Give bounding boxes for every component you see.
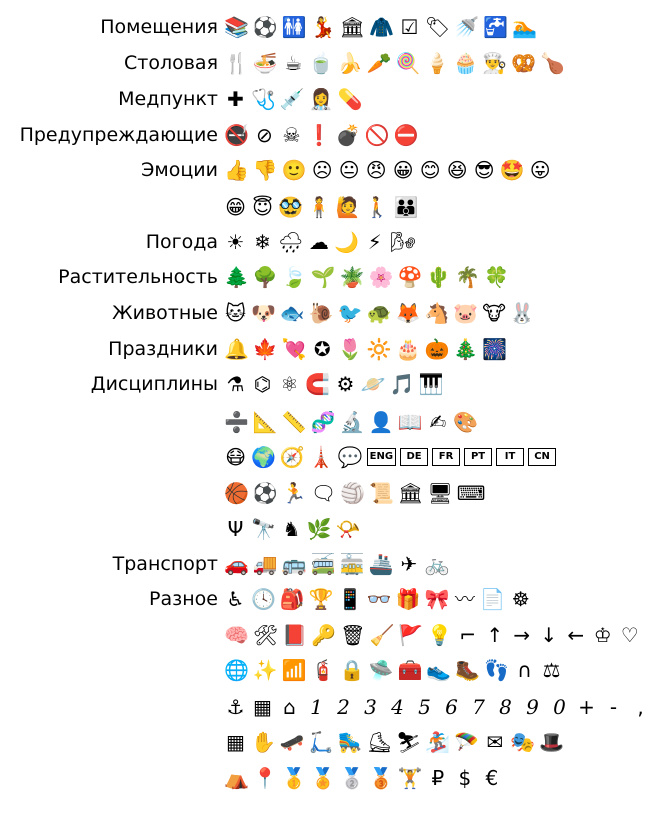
first-aid-kit-icon: ✚	[227, 87, 244, 111]
house-icon: ⌂	[283, 695, 296, 719]
padlock-icon: 🔒	[339, 658, 365, 682]
icon-list	[224, 298, 660, 328]
icon-row	[0, 727, 664, 757]
syringe-icon: 💉	[279, 87, 305, 111]
icon-list	[224, 442, 660, 472]
sun-badge-icon: 🔆	[366, 337, 392, 361]
icon-row	[0, 763, 664, 793]
plant-icon: 🌿	[306, 517, 332, 541]
category-label: Помещения	[100, 16, 218, 38]
icon-list	[224, 155, 660, 185]
cat-icon: 🐱	[225, 301, 246, 325]
snail-icon: 🐌	[308, 301, 334, 325]
icon-row	[0, 334, 664, 364]
maple-leaf-icon: 🍁	[252, 337, 278, 361]
digit-6-icon: 6	[445, 695, 458, 719]
stethoscope-icon: 🩺	[251, 87, 276, 111]
category-label: Предупреждающие	[19, 124, 218, 146]
icon-list	[224, 692, 660, 722]
sprout-icon: 🌱	[310, 265, 336, 289]
fire-extinguisher-icon: 🧯	[310, 658, 336, 682]
fox-icon: 🦊	[395, 301, 421, 325]
carrot-icon: 🥕	[366, 51, 392, 75]
magic-hat-icon: 🎩	[539, 730, 565, 754]
skateboard-icon: 🛹	[279, 730, 305, 754]
ice-cream-icon: 🍦	[424, 51, 450, 75]
arrow-left-icon: ←	[567, 623, 585, 647]
tongue-face-icon: 😛	[529, 158, 551, 182]
icon-list	[224, 369, 660, 399]
chef-icon: 👨‍🍳	[482, 51, 508, 75]
icon-row	[0, 407, 664, 437]
anchor-icon: ⚓	[226, 695, 245, 719]
arrow-up-icon: ↑	[486, 623, 504, 647]
skull-crossbones-icon: ☠	[282, 123, 301, 147]
tulip-icon: 🌷	[337, 337, 363, 361]
icon-list	[224, 763, 660, 793]
potted-flower-icon: 🪴	[339, 265, 365, 289]
wheelchair-icon: ♿	[226, 587, 245, 611]
crown-icon: ♔	[593, 623, 612, 647]
icon-row	[0, 262, 664, 292]
basketball-icon: 🏀	[224, 481, 249, 505]
lightbulb-icon: 💡	[427, 623, 453, 647]
lang-cn-icon: CN	[528, 448, 556, 466]
icon-row	[0, 584, 664, 614]
icon-list	[224, 48, 660, 78]
eiffel-tower-icon: 🗼	[308, 445, 334, 469]
icon-list	[224, 12, 660, 42]
backpack-icon: 🎒	[279, 587, 305, 611]
leaves-icon: 🍃	[281, 265, 307, 289]
minus-icon: -	[609, 695, 618, 719]
palette-icon: 🎨	[453, 410, 479, 434]
digit-3-icon: 3	[364, 695, 377, 719]
trolleybus-icon: 🚎	[310, 552, 336, 576]
math-icon: ➗	[224, 410, 249, 434]
digit-8-icon: 8	[499, 695, 512, 719]
thumbs-up-icon: 👍	[224, 158, 249, 182]
fish-icon: 🐟	[279, 301, 305, 325]
museum-icon: 🏛	[339, 15, 366, 39]
category-label: Столовая	[124, 52, 218, 74]
lang-fr-icon: FR	[432, 448, 460, 466]
fork-knife-icon: 🍴	[224, 51, 249, 75]
icon-row	[0, 84, 664, 114]
restroom-icon: 🚻	[281, 15, 307, 39]
document-icon: 📄	[480, 587, 506, 611]
piano-icon: 🎹	[418, 372, 444, 396]
planet-icon: 🪐	[360, 372, 386, 396]
category-label: Дисциплины	[90, 373, 218, 395]
icon-list	[224, 192, 660, 222]
icon-list	[224, 120, 660, 150]
ruble-coin-icon: ₽	[431, 766, 445, 790]
birthday-cake-icon: 🎂	[395, 337, 421, 361]
grid-icon: ▦	[253, 695, 272, 719]
football-field-icon: ⚽	[252, 15, 278, 39]
lang-pt-icon: PT	[464, 448, 492, 466]
arrow-right-icon: →	[513, 623, 531, 647]
thunder-icon: ⚡	[367, 230, 382, 254]
boot-icon: 🥾	[455, 658, 481, 682]
scroll-icon: 📜	[369, 481, 394, 505]
flags-icon: 🚩	[398, 623, 424, 647]
parachute-icon: 🪂	[454, 730, 480, 754]
medal-1-icon: 🏅	[310, 766, 336, 790]
rain-icon: 🌧	[278, 230, 304, 254]
icon-list	[224, 655, 660, 685]
broom-icon: 🧹	[369, 623, 395, 647]
brain-icon: 🧠	[224, 623, 249, 647]
mustache-face-icon: 🥸	[278, 195, 303, 219]
icon-row	[0, 655, 664, 685]
truck-icon: 🚚	[252, 552, 278, 576]
icon-row	[0, 478, 664, 508]
turtle-icon: 🐢	[366, 301, 392, 325]
volleyball-icon: 🏐	[340, 481, 366, 505]
glasses-icon: 👓	[366, 587, 392, 611]
trophy-icon: 🏆	[308, 587, 334, 611]
snowboard-icon: 🏂	[425, 730, 451, 754]
roller-skate-icon: 🛼	[337, 730, 363, 754]
exclamation-icon: ❗	[306, 123, 332, 147]
cupcake-icon: 🧁	[453, 51, 479, 75]
molecule-icon: ⌬	[253, 372, 272, 396]
icon-list	[224, 584, 660, 614]
ufo-icon: 🛸	[368, 658, 394, 682]
library-icon: 📚	[224, 15, 249, 39]
cloud-icon: ☁	[308, 230, 329, 254]
icon-list	[224, 514, 660, 544]
speech-bubble-icon: 🗨	[310, 481, 337, 505]
mustache-icon: 〰	[454, 587, 475, 611]
music-note-icon: 🎵	[389, 372, 415, 396]
icon-row	[0, 155, 664, 185]
banana-icon: 🍌	[337, 51, 363, 75]
theater-masks-icon: 🎭	[510, 730, 536, 754]
angel-face-icon: 😇	[252, 195, 273, 219]
weight-icon: 🏋	[397, 766, 423, 790]
rabbit-icon: 🐰	[509, 301, 535, 325]
bus-icon: 🚌	[281, 552, 307, 576]
icon-list	[224, 549, 660, 579]
tram-icon: 🚋	[339, 552, 365, 576]
thumbs-down-icon: 👎	[252, 158, 278, 182]
digit-0-icon: 0	[553, 695, 566, 719]
person-icon: 🧍	[306, 195, 332, 219]
icon-row	[0, 442, 664, 472]
dance-icon: 💃	[310, 15, 336, 39]
mushroom-icon: 🍄	[397, 265, 423, 289]
protractor-icon: 📐	[252, 410, 278, 434]
laughing-face-icon: 😆	[446, 158, 468, 182]
toolbox-icon: 🧰	[397, 658, 423, 682]
calligraphy-icon: ✍	[429, 410, 447, 434]
digit-5-icon: 5	[418, 695, 431, 719]
comma-icon: ,	[637, 695, 644, 719]
starry-eyes-icon: 🤩	[499, 158, 525, 182]
tools-icon: 🛠	[252, 623, 279, 647]
category-label: Растительность	[58, 266, 218, 288]
footprints-icon: 👣	[484, 658, 510, 682]
tree-icon: 🌳	[252, 265, 278, 289]
flask-icon: ⚗	[226, 372, 245, 396]
whistle-icon: 📯	[335, 517, 361, 541]
category-label: Погода	[145, 231, 218, 253]
heart-arrow-icon: 💘	[281, 337, 307, 361]
smile-icon: 🙂	[281, 158, 307, 182]
speech-hi-icon: 💬	[337, 445, 363, 469]
gear-head-icon: ⚙	[336, 372, 355, 396]
snowflake-icon: ❄	[254, 230, 271, 254]
happy-face-icon: 😊	[419, 158, 441, 182]
pine-tree-icon: 🌲	[224, 265, 249, 289]
stairs-icon: ⌐	[459, 623, 477, 647]
clock-icon: 🕓	[251, 587, 276, 611]
nurse-icon: 👩‍⚕	[308, 87, 334, 111]
digit-7-icon: 7	[472, 695, 485, 719]
globe-icon: 🌍	[251, 445, 276, 469]
moon-stars-icon: 🌙	[334, 230, 360, 254]
psi-icon: Ψ	[227, 517, 244, 541]
category-label: Разное	[149, 588, 218, 610]
category-label: Праздники	[108, 338, 218, 360]
compass-icon: 🧭	[279, 445, 305, 469]
bird-icon: 🐦	[337, 301, 363, 325]
icon-row	[0, 48, 664, 78]
digit-1-icon: 1	[310, 695, 323, 719]
horseshoe-icon: ∩	[517, 658, 532, 682]
sneaker-icon: 👟	[426, 658, 452, 682]
icon-row	[0, 692, 664, 722]
telescope-icon: 🔭	[251, 517, 276, 541]
ruler-icon: 📏	[281, 410, 307, 434]
running-icon: 🏃	[281, 481, 307, 505]
icon-row	[0, 227, 664, 257]
monitor-icon: 🖥	[427, 481, 453, 505]
faucet-icon: 🚰	[483, 15, 509, 39]
wifi-icon: 📶	[281, 658, 307, 682]
coffee-pot-icon: ☕	[284, 51, 303, 75]
forbidden-icon: ⊘	[256, 123, 273, 147]
big-grin-icon: 😁	[225, 195, 246, 219]
shower-icon: 🚿	[454, 15, 480, 39]
lang-it-icon: IT	[496, 448, 524, 466]
flowers-icon: 🌸	[368, 265, 394, 289]
grin-face-icon: 😀	[392, 158, 414, 182]
euro-coin-icon: €	[485, 766, 499, 790]
sparkles-icon: ✨	[252, 658, 278, 682]
category-label: Животные	[112, 302, 218, 324]
hanger-icon: 🧥	[369, 15, 394, 39]
fireworks-icon: 🎆	[482, 337, 508, 361]
heart-icon: ♡	[620, 623, 639, 647]
icon-row	[0, 369, 664, 399]
christmas-tree-icon: 🎄	[453, 337, 479, 361]
icon-row	[0, 298, 664, 328]
chicken-leg-icon: 🍗	[540, 51, 565, 75]
trash-icon: 🗑	[340, 623, 366, 647]
cow-icon: 🐮	[482, 301, 506, 325]
tent-icon: ⛺	[224, 766, 249, 790]
paper-plane-icon: ✉	[486, 730, 504, 754]
clover-icon: 🍀	[484, 265, 510, 289]
digit-9-icon: 9	[526, 695, 539, 719]
chess-icon: ♞	[282, 517, 301, 541]
star-badge-icon: ✪	[313, 337, 331, 361]
gift-icon: 🎁	[395, 587, 421, 611]
calendar-grid-icon: ▦	[226, 730, 245, 754]
icon-row	[0, 120, 664, 150]
digit-2-icon: 2	[337, 695, 350, 719]
person-walking-icon: 🚶	[364, 195, 390, 219]
icon-list	[224, 727, 660, 757]
dna-icon: 🧬	[310, 410, 336, 434]
column-icon: 🏛	[397, 481, 424, 505]
icon-row	[0, 549, 664, 579]
pig-icon: 🐷	[453, 301, 479, 325]
medal-3-icon: 🥉	[368, 766, 394, 790]
medal-2-icon: 🥈	[339, 766, 365, 790]
keyboard-icon: ⌨	[456, 481, 486, 505]
sad-face-icon: ☹	[311, 158, 333, 182]
key-icon: 🔑	[311, 623, 337, 647]
magnet-icon: 🧲	[305, 372, 330, 396]
tag-icon: 🏷	[424, 15, 451, 39]
icon-row	[0, 192, 664, 222]
plus-icon: +	[578, 695, 595, 719]
car-icon: 🚗	[224, 552, 249, 576]
hot-drink-icon: 🍵	[308, 51, 334, 75]
dog-icon: 🐶	[251, 301, 276, 325]
wind-icon: 🌬	[390, 230, 416, 254]
bow-tie-icon: 🎀	[424, 587, 450, 611]
category-label: Транспорт	[112, 553, 218, 575]
neutral-face-icon: 😐	[338, 158, 360, 182]
scales-icon: ⚖	[542, 658, 561, 682]
hand-icon: ✋	[251, 730, 276, 754]
phone-icon: 📱	[337, 587, 363, 611]
horse-icon: 🐴	[424, 301, 450, 325]
lang-de-icon: DE	[400, 448, 428, 466]
atom-icon: ⚛	[280, 372, 299, 396]
book-icon: 📕	[282, 623, 308, 647]
pill-icon: 💊	[337, 87, 363, 111]
lollipop-icon: 🍭	[395, 51, 421, 75]
category-label: Медпункт	[118, 88, 218, 110]
checklist-icon: ☑	[400, 15, 419, 39]
medal-gold-icon: 🥇	[281, 766, 307, 790]
scooter-icon: 🛴	[308, 730, 334, 754]
category-label: Эмоции	[141, 159, 218, 181]
soccer-ball-icon: ⚽	[252, 481, 278, 505]
airplane-icon: ✈	[400, 552, 418, 576]
pretzel-icon: 🥨	[511, 51, 537, 75]
ice-skate-icon: ⛸	[366, 730, 393, 754]
dollar-coin-icon: $	[458, 766, 472, 790]
no-entry-icon: ⛔	[393, 123, 419, 147]
bell-icon: 🔔	[224, 337, 249, 361]
world-globe-icon: 🌐	[224, 658, 249, 682]
gas-mask-icon: 😷	[225, 445, 246, 469]
group-icon: 👪	[393, 195, 419, 219]
sun-icon: ☀	[226, 230, 245, 254]
icon-list	[224, 227, 660, 257]
icon-row	[0, 12, 664, 42]
bomb-icon: 💣	[335, 123, 361, 147]
hot-bowl-icon: 🍜	[252, 51, 278, 75]
icon-list	[224, 478, 660, 508]
skiing-icon: ⛷	[396, 730, 422, 754]
icon-row	[0, 620, 664, 650]
cactus-icon: 🌵	[426, 265, 452, 289]
ship-icon: 🚢	[368, 552, 394, 576]
palm-tree-icon: 🌴	[455, 265, 481, 289]
profile-head-icon: 👤	[368, 410, 394, 434]
icon-list	[224, 620, 660, 650]
no-running-icon: 🚫	[364, 123, 390, 147]
icon-list	[224, 262, 660, 292]
digit-4-icon: 4	[391, 695, 404, 719]
arrow-down-icon: ↓	[540, 623, 558, 647]
swimming-icon: 🏊	[512, 15, 538, 39]
icon-list	[224, 84, 660, 114]
icon-list	[224, 407, 660, 437]
no-smoking-icon: 🚭	[224, 123, 249, 147]
microscope-icon: 🔬	[339, 410, 365, 434]
pumpkin-icon: 🎃	[424, 337, 450, 361]
ship-wheel-icon: ☸	[511, 587, 530, 611]
angry-face-icon: 😠	[365, 158, 387, 182]
cool-face-icon: 😎	[473, 158, 495, 182]
person-pointing-icon: 🙋	[335, 195, 361, 219]
bicycle-icon: 🚲	[424, 552, 450, 576]
lang-eng-icon: ENG	[367, 448, 396, 466]
map-pin-icon: 📍	[252, 766, 278, 790]
open-book-icon: 📖	[397, 410, 423, 434]
icon-list	[224, 334, 660, 364]
icon-row	[0, 514, 664, 544]
